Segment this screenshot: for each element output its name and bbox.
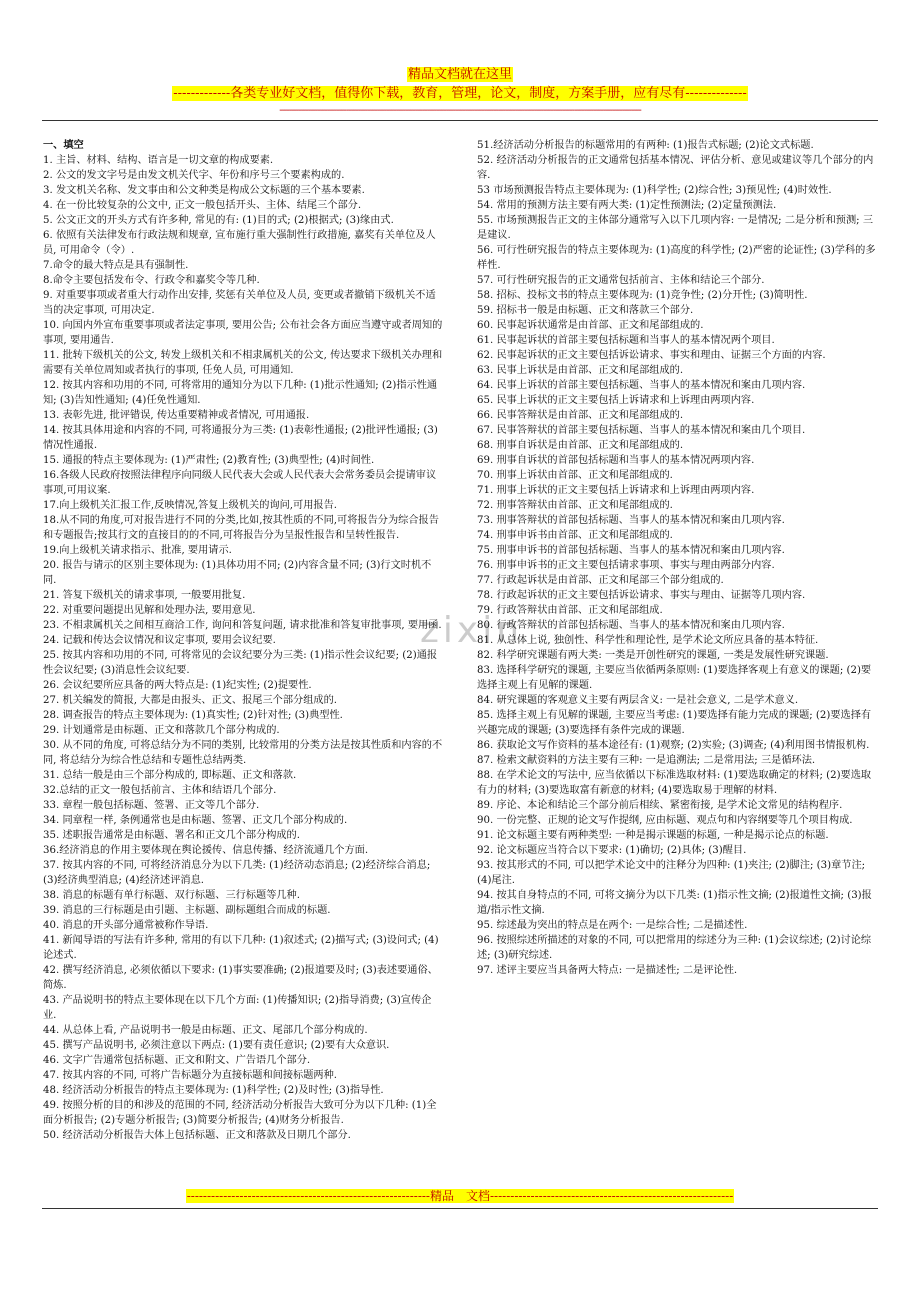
fill-in-item: 91. 论文标题主要有两种类型: 一种是揭示课题的标题, 一种是揭示论点的标题.	[477, 830, 829, 841]
fill-in-item: 34. 同章程一样, 条例通常也是由标题、签署、正文几个部分构成的.	[43, 815, 348, 826]
fill-in-item: 54. 常用的预测方法主要有两大类: (1)定性预测法; (2)定量预测法.	[477, 200, 777, 211]
right-column	[477, 138, 879, 978]
fill-in-item: 57. 可行性研究报告的正文通常包括前言、主体和结论三个部分.	[477, 275, 765, 286]
fill-in-item: 6. 依照有关法律发布行政法规和规章, 宣布施行重大强制性行政措施, 嘉奖有关单位及人员, 可用命令（令）.	[43, 230, 436, 256]
fill-in-item: 17.向上级机关汇报工作,反映情况,答复上级机关的询问,可用报告.	[43, 500, 338, 511]
fill-in-item: 58. 招标、投标文书的特点主要体现为: (1)竞争性; (2)分开性; (3)简明性.	[477, 290, 808, 301]
fill-in-item: 82. 科学研究课题有两大类: 一类是开创性研究的课题, 一类是发展性研究课题.	[477, 650, 829, 661]
fill-in-item: 90. 一份完整、正规的论文写作提纲, 应由标题、观点句和内容纲要等几个项目构成.	[477, 815, 853, 826]
fill-in-item: 66. 民事答辩状是由首部、正文和尾部组成的.	[477, 410, 684, 421]
fill-in-item: 36.经济消息的作用主要体现在舆论援传、信息传播、经济流通几个方面.	[43, 845, 369, 856]
fill-in-item: 88. 在学术论文的写法中, 应当依循以下标准选取材料: (1)要选取确定的材料; (2)要选取有力的材料; (3)要选取富有新意的材料; (4)要选取易于理解的材料.	[477, 770, 872, 796]
fill-in-item: 74. 刑事申诉书由首部、正文和尾部组成的.	[477, 530, 673, 541]
fill-in-item: 62. 民事起诉状的正文主要包括诉讼请求、事实和理由、证据三个方面的内容.	[477, 350, 826, 361]
fill-in-item: 65. 民事上诉状的正文主要包括上诉请求和上诉理由两项内容.	[477, 395, 755, 406]
fill-in-item: 18.从不同的角度,可对报告进行不同的分类,比如,按其性质的不同,可将报告分为综合报告和专题报告;按其行文的直接目的的不同,可将报告分为呈报性报告和呈转性报告.	[43, 515, 439, 541]
fill-in-item: 85. 选择主观上有见解的课题, 主要应当考虑: (1)要选择有能力完成的课题; (2)要选择有兴趣完成的课题; (3)要选择有条件完成的课题.	[477, 710, 872, 736]
fill-in-item: 59. 招标书一般是由标题、正文和落款三个部分.	[477, 305, 694, 316]
fill-in-item: 27. 机关编发的简报, 大都是由报头、正文、报尾三个部分组成的.	[43, 695, 338, 706]
fill-in-item: 84. 研究课题的客观意义主要有两层含义: 一是社会意义, 二是学术意义.	[477, 695, 799, 706]
fill-in-item: 93. 按其形式的不同, 可以把学术论文中的注释分为四种: (1)夹注; (2)脚注; (3)章节注; (4)尾注.	[477, 860, 866, 886]
fill-in-item: 51.经济活动分析报告的标题常用的有两种: (1)报告式标题; (2)论文式标题.	[477, 140, 814, 151]
header-title-text: 精品文档就在这里	[407, 67, 512, 82]
header-banner	[0, 86, 920, 102]
fill-in-item: 19.向上级机关请求指示、批准, 要用请示.	[43, 545, 232, 556]
fill-in-item: 83. 选择科学研究的课题, 主要应当依循两条原则: (1)要选择客观上有意义的课题; (2)要选择主观上有见解的课题.	[477, 665, 872, 691]
fill-in-item: 12. 按其内容和功用的不同, 可将常用的通知分为以下几种: (1)批示性通知; (2)指示性通知; (3)告知性通知; (4)任免性通知.	[43, 380, 438, 406]
fill-in-item: 95. 综述最为突出的特点是在两个: 一是综合性; 二是描述性.	[477, 920, 748, 931]
fill-in-item: 73. 刑事答辩状的首部包括标题、当事人的基本情况和案由几项内容.	[477, 515, 785, 526]
fill-in-item: 61. 民事起诉状的首部主要包括标题和当事人的基本情况两个项目.	[477, 335, 775, 346]
fill-in-item: 3. 发文机关名称、发文事由和公文种类是构成公文标题的三个基本要素.	[43, 185, 365, 196]
fill-in-item: 1. 主旨、材料、结构、语言是一切文章的构成要素.	[43, 155, 274, 166]
fill-in-item: 41. 新闻导语的写法有许多种, 常用的有以下几种: (1)叙述式; (2)描写式; (3)设问式; (4)论述式.	[43, 935, 439, 961]
footer	[0, 1187, 920, 1204]
fill-in-item: 89. 序论、本论和结论三个部分前后相续、紧密衔接, 是学术论文常见的结构程序.	[477, 800, 843, 811]
header-dash-line: --------------------------------------------------------------------------------------------------------------------------------------------------------	[279, 105, 641, 116]
fill-in-item: 80. 行政答辩状的首部包括标题、当事人的基本情况和案由几项内容.	[477, 620, 785, 631]
fill-in-item: 81. 从总体上说, 独创性、科学性和理论性, 是学术论文所应具备的基本特征.	[477, 635, 819, 646]
fill-in-item: 49. 按照分析的目的和涉及的范围的不同, 经济活动分析报告大致可分为以下几种: (1)全面分析报告; (2)专题分析报告; (3)简要分析报告; (4)财务分析报告.	[43, 1100, 437, 1126]
fill-in-item: 70. 刑事上诉状由首部、正文和尾部组成的.	[477, 470, 673, 481]
fill-in-item: 31. 总结一般是由三个部分构成的, 即标题、正文和落款.	[43, 770, 297, 781]
section-title: 一、填空	[43, 139, 84, 151]
fill-in-item: 16.各级人民政府按照法律程序向同级人民代表大会或人民代表大会常务委员会提请审议事项,可用议案.	[43, 470, 437, 496]
fill-in-item: 75. 刑事申诉书的首部包括标题、当事人的基本情况和案由几项内容.	[477, 545, 785, 556]
fill-in-item: 47. 按其内容的不同, 可将广告标题分为直接标题和间接标题两种.	[43, 1070, 338, 1081]
fill-in-item: 37. 按其内容的不同, 可将经济消息分为以下几类: (1)经济动态消息; (2)经济综合消息; (3)经济典型消息; (4)经济述评消息.	[43, 860, 431, 886]
fill-in-item: 86. 获取论文写作资料的基本途径有: (1)观察; (2)实验; (3)调查; (4)利用图书情报机构.	[477, 740, 870, 751]
fill-in-item: 60. 民事起诉状通常是由首部、正文和尾部组成的.	[477, 320, 704, 331]
fill-in-item: 45. 撰写产品说明书, 必须注意以下两点: (1)要有责任意识; (2)要有大众意识.	[43, 1040, 390, 1051]
fill-in-item: 29. 计划通常是由标题、正文和落款几个部分构成的.	[43, 725, 280, 736]
right-item-list	[477, 138, 879, 978]
fill-in-item: 38. 消息的标题有单行标题、双行标题、三行标题等几种.	[43, 890, 300, 901]
fill-in-item: 94. 按其自身特点的不同, 可将文摘分为以下几类: (1)指示性文摘; (2)报道性文摘; (3)报道/指示性文摘.	[477, 890, 872, 916]
fill-in-item: 77. 行政起诉状是由首部、正文和尾部三个部分组成的.	[477, 575, 724, 586]
fill-in-item: 56. 可行性研究报告的特点主要体现为: (1)高度的科学性; (2)严密的论证性; (3)学科的多样性.	[477, 245, 876, 271]
fill-in-item: 10. 向国内外宣布重要事项或者法定事项, 要用公告; 公布社会各方面应当遵守或者周知的事项, 要用通告.	[43, 320, 443, 346]
bottom-rule	[42, 1208, 878, 1209]
fill-in-item: 42. 撰写经济消息, 必须依循以下要求: (1)事实要准确; (2)报道要及时; (3)表述要通俗、简炼.	[43, 965, 438, 991]
fill-in-item: 53 市场预测报告特点主要体现为: (1)科学性; (2)综合性; 3)预见性; (4)时效性.	[477, 185, 832, 196]
fill-in-item: 8.命令主要包括发布令、行政令和嘉奖令等几种.	[43, 275, 260, 286]
fill-in-item: 96. 按照综述所描述的对象的不同, 可以把常用的综述分为三种: (1)会议综述; (2)讨论综述; (3)研究综述.	[477, 935, 872, 961]
fill-in-item: 5. 公文正文的开头方式有许多种, 常见的有: (1)目的式; (2)根据式; (3)缘由式.	[43, 215, 394, 226]
fill-in-item: 35. 述职报告通常是由标题、署名和正文几个部分构成的.	[43, 830, 300, 841]
fill-in-item: 39. 消息的三行标题是由引题、主标题、副标题组合而成的标题.	[43, 905, 331, 916]
fill-in-item: 28. 调查报告的特点主要体现为: (1)真实性; (2)针对性; (3)典型性.	[43, 710, 343, 721]
fill-in-item: 64. 民事上诉状的首部主要包括标题、当事人的基本情况和案由几项内容.	[477, 380, 806, 391]
fill-in-item: 87. 检索文献资料的方法主要有三种: 一是追溯法; 二是常用法; 三是循环法.	[477, 755, 816, 766]
fill-in-item: 67. 民事答辩状的首部主要包括标题、当事人的基本情况和案由几个项目.	[477, 425, 806, 436]
fill-in-item: 22. 对重要问题提出见解和处理办法, 要用意见.	[43, 605, 256, 616]
fill-in-item: 52. 经济活动分析报告的正文通常包括基本情况、评估分析、意见或建议等几个部分的内容.	[477, 155, 874, 181]
fill-in-item: 7.命令的最大特点是具有强制性.	[43, 260, 189, 271]
fill-in-item: 43. 产品说明书的特点主要体现在以下几个方面: (1)传播知识; (2)指导消费; (3)宣传企业.	[43, 995, 432, 1021]
fill-in-item: 44. 从总体上看, 产品说明书一般是由标题、正文、尾部几个部分构成的.	[43, 1025, 368, 1036]
header-banner-text: -------------各类专业好文档，值得你下载，教育，管理，论文，制度，方案手册，应有尽有--------------	[173, 86, 747, 101]
left-item-list	[43, 153, 443, 1143]
fill-in-item: 72. 刑事答辩状由首部、正文和尾部组成的.	[477, 500, 673, 511]
fill-in-item: 25. 按其内容和功用的不同, 可将常见的会议纪要分为三类: (1)指示性会议纪要; (2)通报性会议纪要; (3)消息性会议纪要.	[43, 650, 438, 676]
fill-in-item: 24. 记载和传达会议情况和议定事项, 要用会议纪要.	[43, 635, 276, 646]
fill-in-item: 26. 会议纪要所应具备的两大特点是: (1)纪实性; (2)提要性.	[43, 680, 312, 691]
watermark: zixin	[420, 610, 524, 651]
fill-in-item: 55. 市场预测报告正文的主体部分通常写入以下几项内容: 一是情况; 二是分析和预测; 三是建议.	[477, 215, 874, 241]
fill-in-item: 71. 刑事上诉状的正文主要包括上诉请求和上诉理由两项内容.	[477, 485, 755, 496]
fill-in-item: 92. 论文标题应当符合以下要求: (1)确切; (2)具体; (3)醒目.	[477, 845, 747, 856]
fill-in-item: 40. 消息的开头部分通常被称作导语.	[43, 920, 209, 931]
fill-in-item: 33. 章程一般包括标题、签署、正文等几个部分.	[43, 800, 260, 811]
fill-in-item: 32.总结的正文一般包括前言、主体和结语几个部分.	[43, 785, 277, 796]
footer-text: ------------------------------------------------------------精品 文档------------------------------------------------------------	[186, 1189, 734, 1203]
fill-in-item: 79. 行政答辩状由首部、正文和尾部组成.	[477, 605, 663, 616]
fill-in-item: 23. 不相隶属机关之间相互商洽工作, 询问和答复问题, 请求批准和答复审批事项, 要用函.	[43, 620, 442, 631]
fill-in-item: 11. 批转下级机关的公文, 转发上级机关和不相隶属机关的公文, 传达要求下级机关办理和需要有关单位周知或者执行的事项, 任免人员, 可用通知.	[43, 350, 443, 376]
fill-in-item: 46. 文字广告通常包括标题、正文和附文、广告语几个部分.	[43, 1055, 311, 1066]
fill-in-item: 50. 经济活动分析报告大体上包括标题、正文和落款及日期几个部分.	[43, 1130, 351, 1141]
fill-in-item: 69. 刑事自诉状的首部包括标题和当事人的基本情况两项内容.	[477, 455, 755, 466]
fill-in-item: 78. 行政起诉状的正文主要包括诉讼请求、事实与理由、证据等几项内容.	[477, 590, 806, 601]
fill-in-item: 21. 答复下级机关的请求事项, 一般要用批复.	[43, 590, 246, 601]
fill-in-item: 9. 对重要事项或者重大行动作出安排, 奖惩有关单位及人员, 变更或者撤销下级机关不适当的决定事项, 可用决定.	[43, 290, 436, 316]
fill-in-item: 76. 刑事申诉书的正文主要包括请求事项、事实与理由两部分内容.	[477, 560, 775, 571]
fill-in-item: 14. 按其具体用途和内容的不同, 可将通报分为三类: (1)表彰性通报; (2)批评性通报; (3)情况性通报.	[43, 425, 438, 451]
fill-in-item: 20. 报告与请示的区别主要体现为: (1)具体功用不同; (2)内容含量不同; (3)行文时机不同.	[43, 560, 432, 586]
fill-in-item: 30. 从不同的角度, 可将总结分为不同的类别, 比较常用的分类方法是按其性质和内容的不同, 将总结分为综合性总结和专题性总结两类.	[43, 740, 443, 766]
fill-in-item: 15. 通报的特点主要体现为: (1)严肃性; (2)教育性; (3)典型性; (4)时间性.	[43, 455, 375, 466]
fill-in-item: 63. 民事上诉状是由首部、正文和尾部组成的.	[477, 365, 684, 376]
fill-in-item: 4. 在一份比较复杂的公文中, 正文一般包括开头、主体、结尾三个部分.	[43, 200, 362, 211]
left-column	[43, 138, 443, 1143]
header-title	[0, 67, 920, 83]
fill-in-item: 13. 表彰先进, 批评错误, 传达重要精神或者情况, 可用通报.	[43, 410, 310, 421]
fill-in-item: 68. 刑事自诉状是由首部、正文和尾部组成的.	[477, 440, 684, 451]
fill-in-item: 48. 经济活动分析报告的特点主要体现为: (1)科学性; (2)及时性; (3)指导性.	[43, 1085, 384, 1096]
fill-in-item: 97. 述评主要应当具备两大特点: 一是描述性; 二是评论性.	[477, 965, 738, 976]
top-rule	[42, 120, 878, 121]
fill-in-item: 2. 公文的发文字号是由发文机关代字、年份和序号三个要素构成的.	[43, 170, 345, 181]
